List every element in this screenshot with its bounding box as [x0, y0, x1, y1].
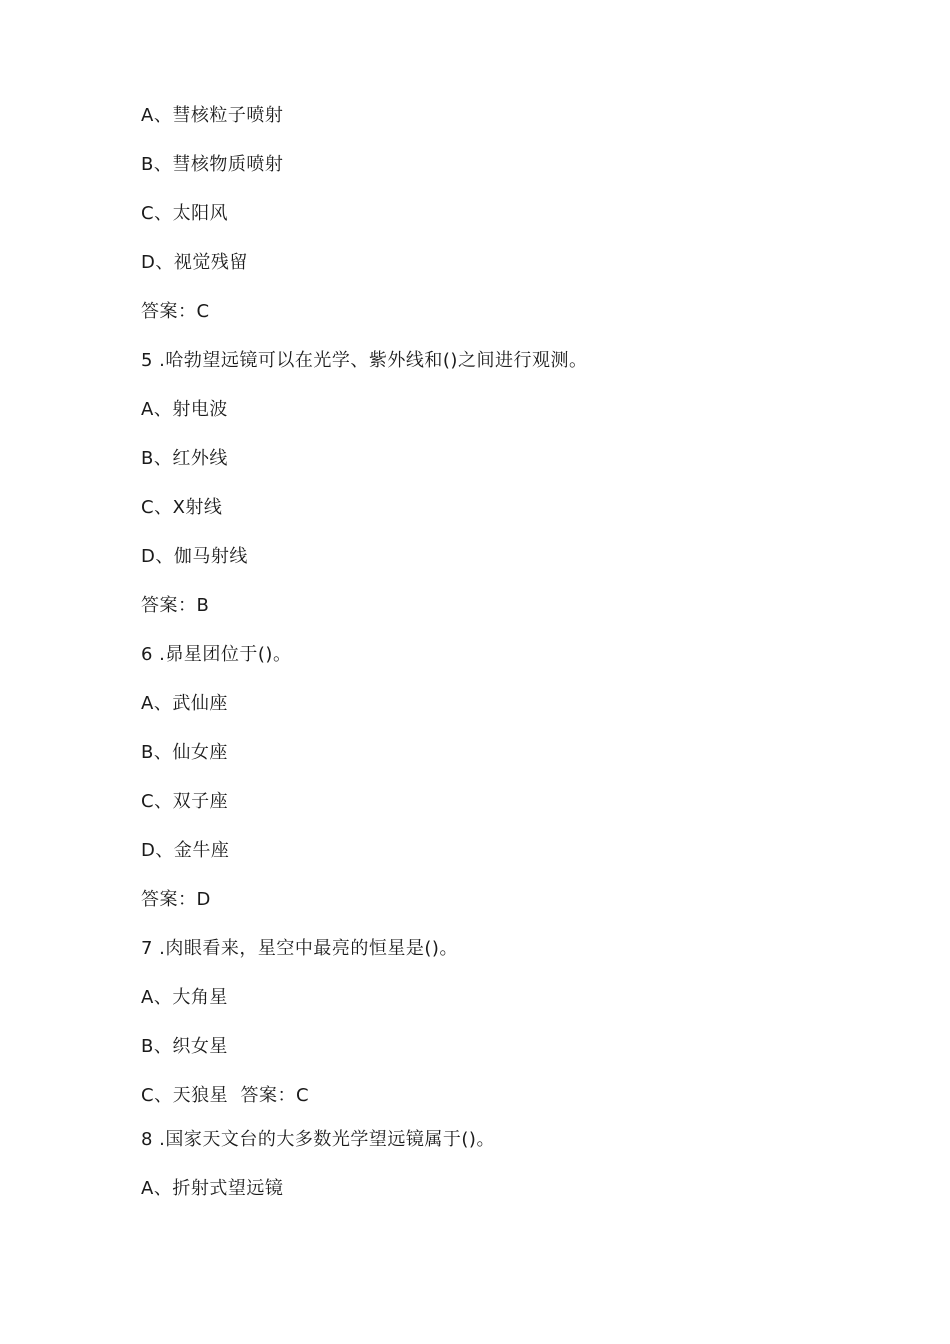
option-b-q7: B、织女星	[141, 1036, 228, 1057]
option-b-q4: B、彗核物质喷射	[141, 154, 284, 175]
option-c-q4: C、太阳风	[141, 203, 229, 224]
option-d-q6: D、金牛座	[141, 840, 230, 861]
question-8: 8 .国家天文台的大多数光学望远镜属于()。	[141, 1129, 495, 1150]
question-5: 5 .哈勃望远镜可以在光学、紫外线和()之间进行观测。	[141, 350, 588, 371]
option-c-q6: C、双子座	[141, 791, 229, 812]
answer-q5: 答案：B	[141, 595, 210, 616]
option-a-q6: A、武仙座	[141, 693, 228, 714]
option-c-and-answer-q7: C、天狼星 答案：C	[141, 1085, 310, 1106]
option-d-q4: D、视觉残留	[141, 252, 248, 273]
option-a-q4: A、彗核粒子喷射	[141, 105, 284, 126]
option-d-q5: D、伽马射线	[141, 546, 248, 567]
option-a-q8: A、折射式望远镜	[141, 1178, 284, 1199]
question-6: 6 .昴星团位于()。	[141, 644, 292, 665]
answer-q4: 答案：C	[141, 301, 210, 322]
option-a-q7: A、大角星	[141, 987, 228, 1008]
option-b-q6: B、仙女座	[141, 742, 228, 763]
answer-q6: 答案：D	[141, 889, 211, 910]
option-a-q5: A、射电波	[141, 399, 228, 420]
option-c-q5: C、X射线	[141, 497, 223, 518]
option-b-q5: B、红外线	[141, 448, 228, 469]
question-7: 7 .肉眼看来，星空中最亮的恒星是()。	[141, 938, 458, 959]
